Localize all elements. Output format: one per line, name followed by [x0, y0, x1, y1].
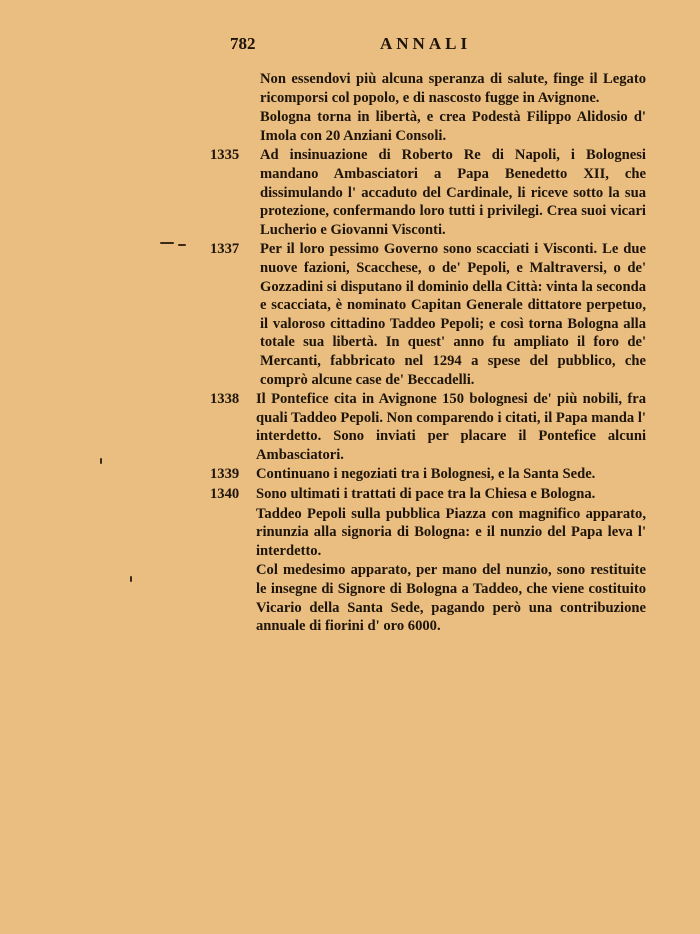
page-header	[230, 34, 650, 58]
entry-text: Ad insinuazione di Roberto Re di Napoli, i Bolognesi mandano Ambasciatori a Papa Benedetto XII, che dissimulando l' accaduto del Cardinale, li riceve sotto la sua protezione, confermando loro tutti i privilegi. Crea suoi vicari Lucherio e Giovanni Visconti.	[260, 147, 646, 238]
annal-entry	[210, 561, 646, 635]
margin-mark	[130, 576, 132, 582]
running-title: ANNALI	[380, 34, 472, 53]
annal-entry	[210, 146, 646, 239]
entry-text: Taddeo Pepoli sulla pubblica Piazza con magnifico apparato, rinunzia alla signoria di Bologna: e il nunzio del Papa leva l' interdetto.	[256, 505, 646, 559]
entry-text: Sono ultimati i trattati di pace tra la Chiesa e Bologna.	[256, 486, 596, 503]
annal-entry	[210, 485, 646, 504]
annal-entry	[210, 70, 646, 107]
annal-entry	[210, 240, 646, 389]
page-number: 782	[230, 34, 256, 53]
annal-entry	[210, 390, 646, 464]
entry-text: Continuano i negoziati tra i Bolognesi, e la Santa Sede.	[256, 466, 596, 483]
entry-year: 1335	[210, 147, 240, 164]
entry-year: 1337	[210, 241, 240, 258]
entry-text: Il Pontefice cita in Avignone 150 bolognesi de' più nobili, fra quali Taddeo Pepoli. Non comparendo i citati, il Papa manda l' interdetto. Sono inviati per placare il Pontefice alcuni Ambasciatori.	[256, 391, 646, 463]
margin-mark	[160, 242, 174, 244]
entry-year: 1338	[210, 391, 240, 408]
entry-text: Bologna torna in libertà, e crea Podestà Filippo Alidosio d' Imola con 20 Anziani Consoli.	[260, 109, 646, 144]
margin-mark	[178, 244, 186, 246]
annal-entry	[210, 465, 646, 484]
annals-text	[210, 70, 646, 637]
entry-text: Non essendovi più alcuna speranza di salute, finge il Legato ricomporsi col popolo, e di nascosto fugge in Avignone.	[260, 71, 646, 106]
entry-text: Col medesimo apparato, per mano del nunzio, sono restituite le insegne di Signore di Bologna a Taddeo, che viene costituito Vicario della Santa Sede, pagando però una contribuzione annuale di fiorini d' oro 6000.	[256, 562, 646, 635]
entry-year: 1339	[210, 466, 240, 483]
entry-text: Per il loro pessimo Governo sono scacciati i Visconti. Le due nuove fazioni, Scacchese, o de' Pepoli, e Maltraversi, o de' Gozzadini si disputano il dominio della Città: vinta la seconda e scacciata, è nominato Capitan Generale dittatore perpetuo, il valoroso cittadino Taddeo Pepoli; e così torna Bologna alla totale sua libertà. In quest' anno fu ampliato il foro de' Mercanti, fabbricato nel 1294 a spese del pubblico, che comprò alcune case de' Beccadelli.	[260, 241, 646, 388]
annal-entry	[210, 108, 646, 145]
annal-entry	[210, 505, 646, 561]
entry-year: 1340	[210, 486, 240, 503]
margin-mark	[100, 458, 102, 464]
